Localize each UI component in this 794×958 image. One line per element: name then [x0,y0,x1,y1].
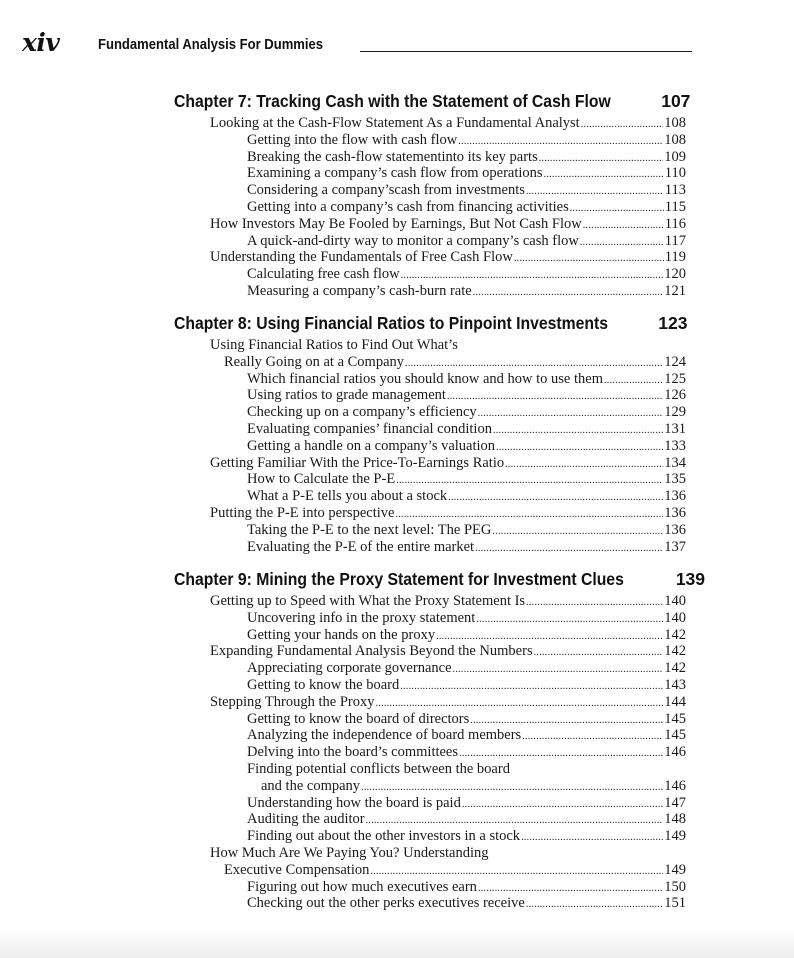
entry-page-number: 137 [664,538,686,555]
book-title: Fundamental Analysis For Dummies [98,37,324,53]
entry-page-number: 113 [664,182,686,199]
entry-title: Getting to know the board of directors [247,710,470,727]
toc-section-entry[interactable] [210,694,686,711]
entry-title: Finding out about the other investors in a stock [247,828,521,845]
toc-subsection-entry[interactable] [247,828,686,845]
entry-page-number: 149 [664,861,686,878]
entry-title: Breaking the cash-flow statementinto its key parts [247,148,538,165]
entry-title: Getting a handle on a company’s valuation [247,437,496,454]
entry-page-number: 108 [664,115,686,131]
entry-title: Examining a company’s cash flow from operations [247,165,543,182]
page-shadow [0,930,794,958]
toc-subsection-entry[interactable] [247,199,686,216]
entry-title: Stepping Through the Proxy [210,693,375,710]
entry-page-number: 131 [664,420,686,437]
toc-section-entry[interactable] [224,862,686,879]
entry-page-number: 147 [664,794,686,811]
chapter-page-number: 139 [675,569,706,589]
toc-subsection-entry[interactable] [247,811,686,828]
entry-page-number: 140 [664,609,686,626]
toc-subsection-entry[interactable] [247,421,686,438]
chapter-title[interactable] [174,568,706,590]
entry-title: Putting the P-E into perspective [210,504,395,521]
toc-subsection-entry[interactable] [247,539,686,556]
toc-subsection-entry[interactable] [247,404,686,421]
toc-section-entry[interactable] [210,505,686,522]
dot-leader [475,541,663,558]
chapter-page-number: 123 [658,313,688,333]
toc-subsection-entry[interactable] [247,727,686,744]
chapter-title-text: Chapter 7: Tracking Cash with the Statement of Cash Flow [174,91,611,111]
entry-page-number: 124 [664,353,686,370]
chapter-7 [174,90,691,300]
entry-title: Executive Compensation [224,861,370,878]
entry-page-number: 120 [664,266,686,283]
entry-title: Getting into the flow with cash flow [247,131,458,148]
entry-page-number: 136 [664,504,686,521]
toc-subsection-entry[interactable] [247,895,686,912]
toc-subsection-entry[interactable] [247,182,686,199]
toc-subsection-entry[interactable] [247,283,686,300]
entry-title: A quick-and-dirty way to monitor a company’s cash flow [247,232,579,249]
entry-page-number: 108 [664,131,686,148]
chapter-title-text: Chapter 9: Mining the Proxy Statement for Investment Clues [174,569,624,589]
toc-subsection-entry[interactable] [247,761,686,778]
entry-title: Appreciating corporate governance [247,660,452,677]
entry-title: Using Financial Ratios to Find Out What’s [210,337,458,353]
toc-section-entry[interactable] [224,354,686,371]
entry-title: Expanding Fundamental Analysis Beyond the Numbers [210,643,533,660]
chapter-8 [174,312,686,555]
entry-title: Analyzing the independence of board members [247,727,522,744]
toc-subsection-entry[interactable] [247,627,686,644]
entry-page-number: 110 [664,165,686,182]
toc-section-entry[interactable] [210,249,686,266]
toc-subsection-entry[interactable] [247,149,686,166]
entry-page-number: 142 [664,643,686,660]
toc-section-entry[interactable] [210,337,686,354]
entry-title: Measuring a company’s cash-burn rate [247,282,472,299]
entry-title: Delving into the board’s committees [247,744,459,761]
entry-title: Auditing the auditor [247,811,365,828]
header-rule [360,51,692,52]
entry-page-number: 150 [664,878,686,895]
toc-section-entry[interactable] [210,115,686,132]
entry-page-number: 135 [664,471,686,488]
entry-page-number: 142 [664,660,686,677]
chapter-title[interactable] [174,312,686,334]
entry-title: and the company [261,777,361,794]
toc-subsection-entry[interactable] [247,233,686,250]
entry-title: How Investors May Be Fooled by Earnings, But Not Cash Flow [210,215,582,232]
toc-subsection-entry[interactable] [247,266,686,283]
entry-page-number: 116 [664,215,686,232]
toc-subsection-entry[interactable] [247,438,686,455]
toc-subsection-entry[interactable] [247,660,686,677]
entry-title: Figuring out how much executives earn [247,878,477,895]
entry-page-number: 142 [664,626,686,643]
toc-subsection-entry[interactable] [247,522,686,539]
entry-title: Really Going on at a Company [224,353,405,370]
entry-title: Calculating free cash flow [247,266,400,283]
entry-page-number: 136 [664,521,686,538]
chapter-9 [174,568,706,912]
entry-title: Finding potential conflicts between the board [247,760,510,777]
toc-subsection-entry[interactable] [247,165,686,182]
toc-subsection-entry[interactable] [247,610,686,627]
toc-subsection-entry[interactable] [247,677,686,694]
toc-section-entry[interactable] [210,216,686,233]
toc-section-entry[interactable] [210,593,686,610]
entry-title: Checking out the other perks executives receive [247,895,525,912]
toc-section-entry[interactable] [210,643,686,660]
entry-page-number: 126 [664,387,686,404]
toc-subsection-entry[interactable] [247,471,686,488]
entry-title: Getting Familiar With the Price-To-Earnings Ratio [210,454,505,471]
dot-leader [526,897,663,914]
entry-page-number: 144 [664,693,686,710]
toc-subsection-entry[interactable] [247,744,686,761]
entry-title: Looking at the Cash-Flow Statement As a Fundamental Analyst [210,115,580,131]
entry-page-number: 133 [664,437,686,454]
entry-page-number: 151 [664,895,686,912]
entry-page-number: 117 [664,232,686,249]
entry-page-number: 149 [664,828,686,845]
toc-subsection-entry[interactable] [247,795,686,812]
entry-title: Uncovering info in the proxy statement [247,609,476,626]
entry-page-number: 115 [664,198,686,215]
chapter-page-number: 107 [661,91,691,111]
entry-title: Getting up to Speed with What the Proxy Statement Is [210,593,526,609]
toc-subsection-entry[interactable] [247,387,686,404]
entry-title: Getting your hands on the proxy [247,626,436,643]
entry-page-number: 109 [664,148,686,165]
entry-title: Understanding the Fundamentals of Free Cash Flow [210,249,513,266]
entry-page-number: 121 [664,282,686,299]
entry-title: Getting to know the board [247,676,400,693]
toc-section-entry[interactable] [210,845,686,862]
toc-subsection-entry[interactable] [247,132,686,149]
entry-title: How to Calculate the P-E [247,471,396,488]
entry-title: Evaluating companies’ financial condition [247,420,492,437]
entry-title: What a P-E tells you about a stock [247,488,448,505]
entry-page-number: 148 [664,811,686,828]
toc-subsection-entry[interactable] [247,879,686,896]
entry-page-number: 140 [664,593,686,609]
entry-page-number: 145 [664,727,686,744]
entry-title: Taking the P-E to the next level: The PEG [247,521,492,538]
entry-page-number: 134 [664,454,686,471]
entry-page-number: 136 [664,488,686,505]
chapter-title[interactable] [174,90,691,112]
entry-page-number: 146 [664,777,686,794]
toc-subsection-entry[interactable] [247,371,686,388]
entry-title: Considering a company’scash from investments [247,182,525,199]
entry-title: Evaluating the P-E of the entire market [247,538,475,555]
page-number: xiv [22,28,60,57]
entry-page-number: 119 [664,249,686,266]
entry-title: Checking up on a company’s efficiency [247,404,477,421]
entry-title: How Much Are We Paying You? Understanding [210,844,489,861]
toc-section-entry[interactable] [210,455,686,472]
entry-page-number: 146 [664,744,686,761]
entry-title: Using ratios to grade management [247,387,446,404]
entry-page-number: 125 [664,370,686,387]
entry-title: Which financial ratios you should know and how to use them [247,370,603,387]
entry-title: Understanding how the board is paid [247,794,461,811]
toc-subsection-entry[interactable] [247,488,686,505]
running-header [22,30,692,56]
entry-page-number: 145 [664,710,686,727]
entry-page-number: 143 [664,676,686,693]
dot-leader [473,285,664,302]
chapter-title-text: Chapter 8: Using Financial Ratios to Pinpoint Investments [174,313,609,333]
toc-subsection-entry[interactable] [261,778,686,795]
entry-title: Getting into a company’s cash from financing activities [247,198,569,215]
toc-subsection-entry[interactable] [247,711,686,728]
entry-page-number: 129 [664,404,686,421]
